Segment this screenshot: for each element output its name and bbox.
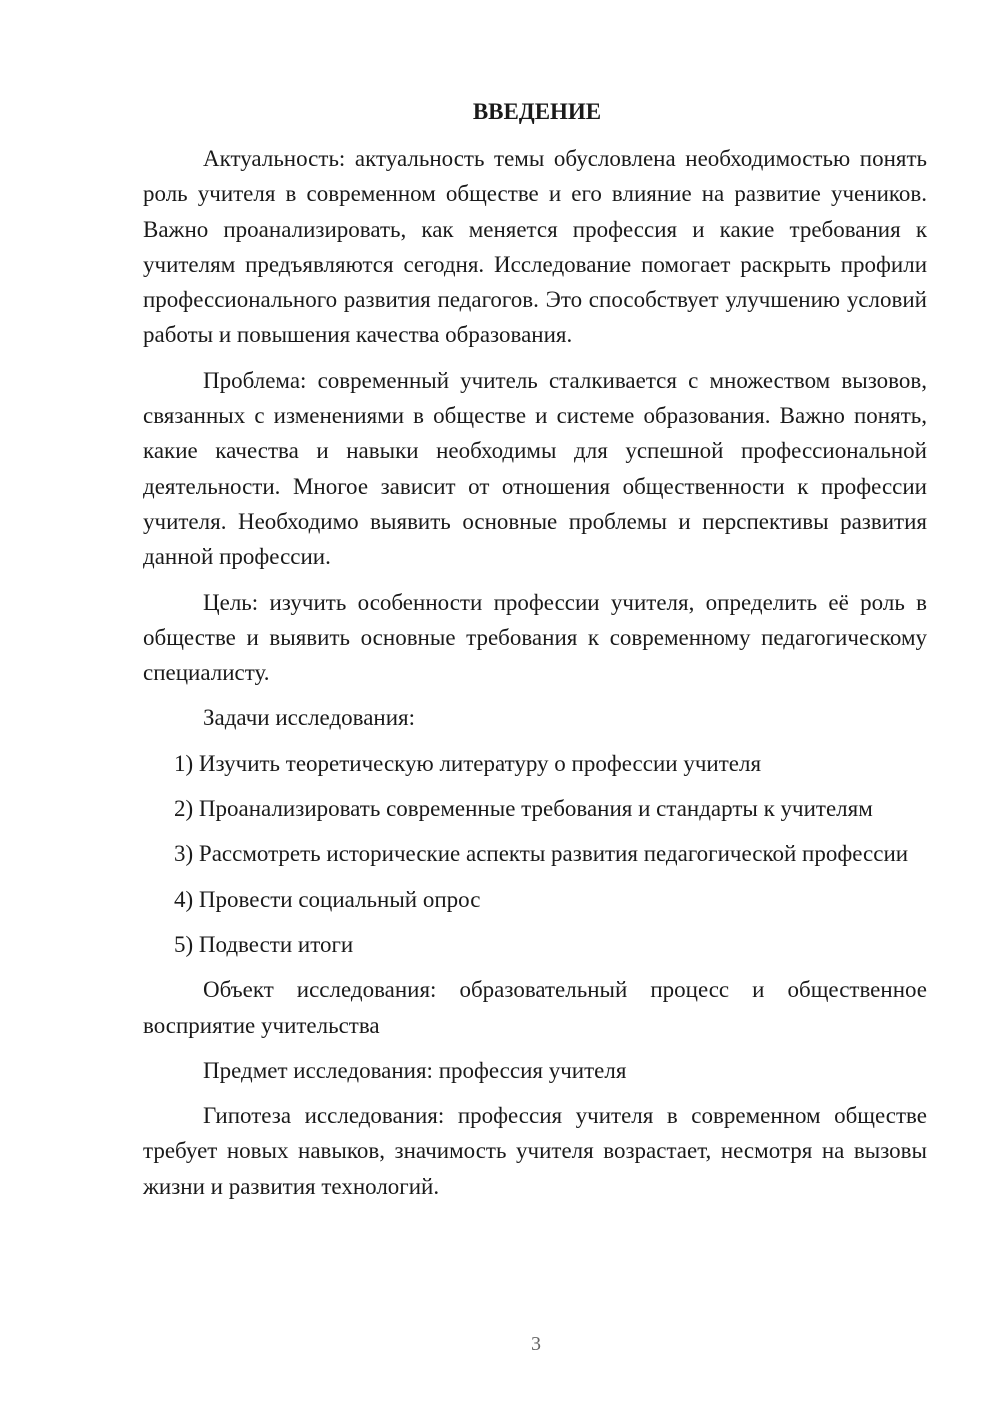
section-title: ВВЕДЕНИЕ [472,99,602,124]
goal-paragraph: Цель: изучить особенности профессии учителя, определить её роль в обществе и выявить основные требования к современному педагогическому специалисту. [143,589,927,686]
task-item: 3) Рассмотреть исторические аспекты развития педагогической профессии [174,841,909,867]
subject-paragraph: Предмет исследования: профессия учителя [203,1057,627,1083]
task-item: 1) Изучить теоретическую литературу о профессии учителя [174,750,762,776]
task-item: 2) Проанализировать современные требования и стандарты к учителям [174,796,873,822]
problem-paragraph: Проблема: современный учитель сталкивается с множеством вызовов, связанных с изменениями в обществе и системе образования. Важно понять, какие качества и навыки необходимы для успешной профессиональной деятельности. Многое зависит от отношения общественности к профессии учителя. Необходимо выявить основные проблемы и перспективы развития данной профессии. [143,367,927,570]
relevance-paragraph: Актуальность: актуальность темы обусловлена необходимостью понять роль учителя в современном обществе и его влияние на развитие учеников. Важно проанализировать, как меняется профессия и какие требования к учителям предъявляются сегодня. Исследование помогает раскрыть профили профессионального развития педагогов. Это способствует улучшению условий работы и повышения качества образования. [143,146,927,348]
object-paragraph: Объект исследования: образовательный процесс и общественное восприятие учительства [143,977,927,1038]
document-page [143,94,927,1204]
task-item: 4) Провести социальный опрос [174,886,481,912]
hypothesis-paragraph: Гипотеза исследования: профессия учителя в современном обществе требует новых навыков, значимость учителя возрастает, несмотря на вызовы жизни и развития технологий. [143,1103,927,1199]
page-number: 3 [531,1333,541,1355]
task-item: 5) Подвести итоги [174,931,354,957]
tasks-heading: Задачи исследования: [203,705,416,731]
